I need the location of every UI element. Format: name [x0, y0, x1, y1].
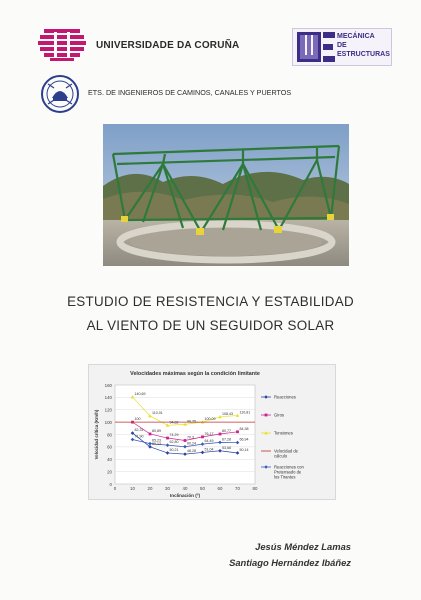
data-label: 48,28: [187, 449, 196, 454]
university-name: UNIVERSIDADE DA CORUÑA: [96, 40, 240, 51]
y-tick-label: 160: [104, 382, 112, 388]
data-point: [236, 430, 239, 433]
data-label: 71,90: [134, 434, 144, 439]
y-tick-label: 100: [104, 419, 112, 425]
document-title-line-2: AL VIENTO DE UN SEGUIDOR SOLAR: [86, 318, 335, 333]
data-label: 66,94: [239, 437, 249, 442]
y-tick-label: 0: [109, 481, 112, 487]
y-tick-label: 40: [107, 457, 112, 463]
dept-line-3: ESTRUCTURAS: [337, 51, 390, 58]
school-crest-icon: [40, 74, 80, 114]
me-monogram-icon: [297, 32, 335, 62]
legend-label: Reacciones: [274, 394, 296, 400]
data-point: [166, 437, 169, 440]
solar-tracker-photo: [103, 124, 349, 266]
data-label: 60,24: [187, 441, 196, 446]
department-logo-text: [337, 32, 390, 59]
data-label: 80,89: [152, 428, 161, 433]
data-label: 50,21: [169, 447, 179, 452]
data-label: 65,23: [152, 438, 161, 443]
document-title-line-1: ESTUDIO DE RESISTENCIA Y ESTABILIDAD: [67, 294, 354, 309]
department-logo: [292, 28, 392, 66]
y-tick-label: 80: [107, 432, 112, 438]
data-label: 94,82: [169, 420, 179, 425]
x-tick-label: 10: [130, 486, 135, 491]
data-label: 110,81: [239, 410, 251, 415]
data-point: [201, 435, 204, 438]
x-tick-label: 20: [147, 486, 153, 491]
data-label: 100,09: [204, 417, 216, 422]
data-label: 110,01: [152, 410, 163, 415]
x-tick-label: 60: [217, 486, 223, 491]
y-axis-label: Velocidad crítica (Km/h): [94, 409, 99, 460]
y-tick-label: 20: [107, 469, 112, 475]
data-label: 84,38: [239, 426, 249, 431]
author-1: Jesús Méndez Lamas: [255, 541, 351, 552]
data-label: 96,35: [187, 419, 196, 424]
data-label: 76,17: [204, 431, 214, 436]
data-label: 70,3: [187, 435, 194, 440]
x-tick-label: 80: [252, 486, 258, 491]
legend-label: Giros: [274, 412, 285, 418]
data-point: [184, 439, 187, 442]
dept-line-2: DE: [337, 42, 347, 49]
data-label: 53,68: [222, 445, 231, 450]
data-label: 67,28: [222, 437, 231, 442]
legend-label: cálculo: [274, 453, 288, 459]
data-label: 62,80: [169, 440, 179, 445]
legend-label: Reacciones con: [274, 464, 304, 470]
chart-svg: [89, 365, 335, 499]
data-label: 74,29: [169, 433, 179, 438]
data-label: 108,43: [222, 411, 233, 416]
x-tick-label: 50: [200, 486, 205, 491]
velocity-chart: [88, 364, 336, 500]
y-tick-label: 140: [104, 395, 112, 401]
legend-label: Pretensado de: [274, 469, 302, 475]
x-tick-label: 30: [165, 486, 170, 491]
data-label: 50,14: [239, 447, 249, 452]
data-point: [264, 465, 268, 469]
x-tick-label: 40: [182, 486, 188, 491]
dept-line-1: MECÁNICA: [337, 33, 375, 40]
data-label: 82,31: [134, 428, 144, 433]
data-label: 100: [134, 417, 141, 422]
data-label: 140,69: [134, 391, 146, 396]
legend-label: los Tirantes: [274, 474, 296, 480]
y-tick-label: 60: [107, 444, 112, 450]
legend-label: Tensiones: [274, 430, 293, 436]
data-label: 60,13: [152, 441, 161, 446]
data-label: 80,77: [222, 429, 231, 434]
data-label: 51,04: [204, 447, 214, 452]
data-point: [265, 414, 268, 417]
author-2: Santiago Hernández Ibáñez: [229, 557, 351, 568]
data-point: [149, 433, 152, 436]
data-point: [219, 433, 222, 436]
x-axis-label: Inclinación (º): [169, 493, 201, 498]
data-point: [264, 395, 268, 399]
data-label: 64,49: [204, 439, 214, 444]
school-name: ETS. DE INGENIEROS DE CAMINOS, CANALES Y PUERTOS: [88, 88, 292, 97]
legend-label: Velocidad de: [274, 448, 298, 454]
x-tick-label: 0: [113, 486, 117, 491]
y-tick-label: 120: [104, 407, 112, 413]
x-tick-label: 70: [235, 486, 240, 491]
chart-title: Velocidades máximas según la condición limitante: [130, 371, 260, 377]
udc-logo-icon: [38, 28, 86, 62]
